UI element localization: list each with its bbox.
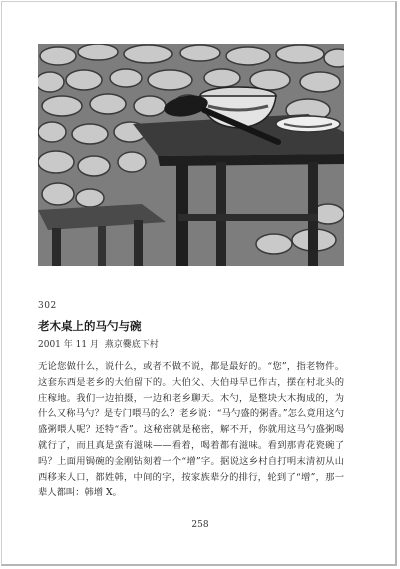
photograph [38, 44, 344, 266]
table-photo-image [38, 44, 344, 266]
photo-location: 燕京爨底下村 [104, 340, 159, 350]
page-number: 258 [191, 520, 209, 530]
plate-number: 302 [38, 301, 57, 311]
photo-date: 2001 年 11 月 [38, 340, 99, 350]
body-paragraph: 无论您做什么，说什么，或者不做不说，都是最好的。“您”，指老物件。这套东西是老乡的大伯留下的。大伯父、大伯母早已作古，摆在村北头的庄稼地。我们一边拍摄，一边和老乡聊天。木勺，是整块大木掏成的，为什么又称马勺？是专门喂马的么？老乡说：“马勺盛的粥香。”怎么竟用这勺盛粥喂人呢？还特“香”。这秘密就是秘密，解不开，你就用这马勺盛粥喝就行了，而且真是蛮有滋味——看着，喝着都有滋味。看到那青花瓷碗了吗？上面用锔碗的金刚钻刻着一个“增”字。据说这乡村自打明末清初从山西移来人口，都姓韩，中间的字，按家族辈分的排行，轮到了“增”，那一辈人都叫：韩增 X。 [38, 361, 344, 499]
photo-title: 老木桌上的马勺与碗 [38, 319, 142, 333]
photo-meta [38, 337, 159, 350]
